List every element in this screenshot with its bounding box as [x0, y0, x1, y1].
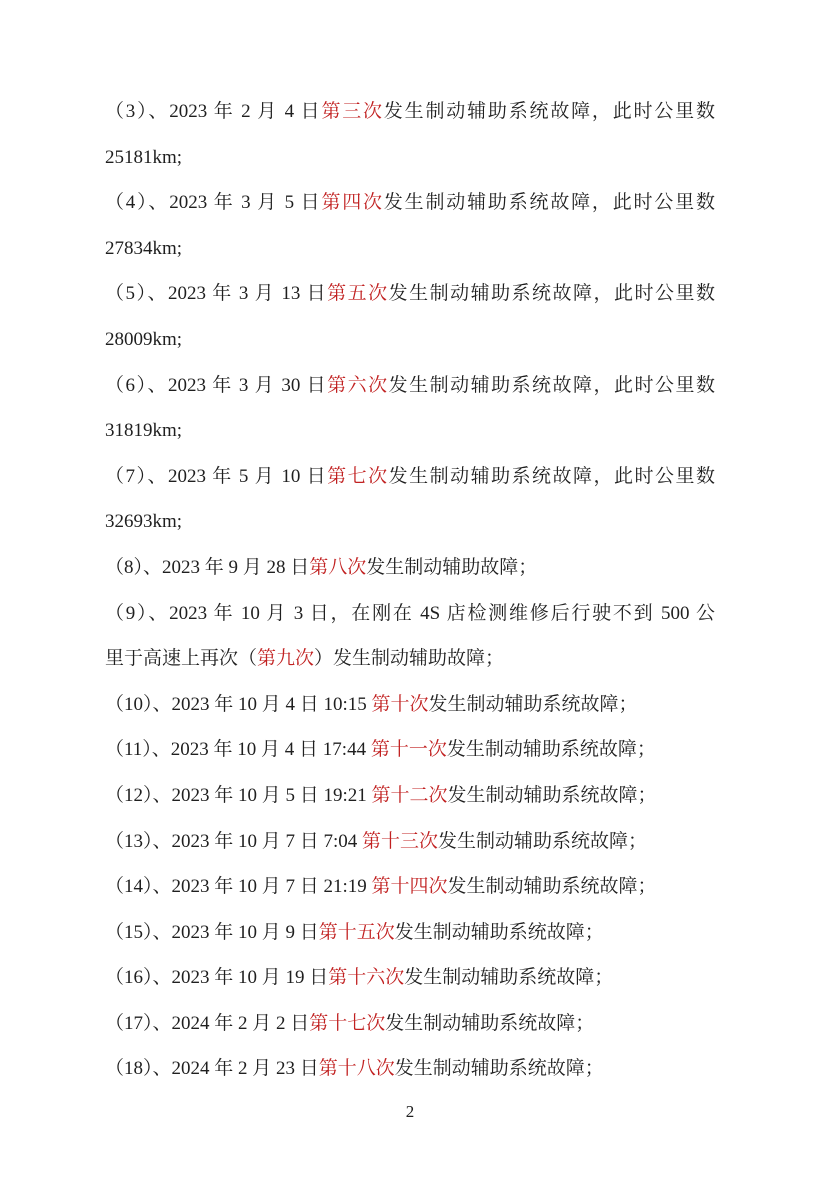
body-text: （7）、2023 年 5 月 10 日: [105, 465, 328, 487]
body-text: 25181km;: [105, 146, 183, 168]
body-text: 32693km;: [105, 511, 183, 533]
body-text: 28009km;: [105, 328, 183, 350]
body-text: 发生制动辅助系统故障；: [385, 1012, 595, 1034]
text-line: [105, 135, 715, 181]
fault-ordinal-highlight: 第九次: [257, 648, 315, 670]
text-line: [105, 226, 715, 272]
text-line: [105, 591, 715, 637]
fault-ordinal-highlight: 第十八次: [318, 1058, 395, 1080]
text-line: [105, 910, 715, 956]
text-line: [105, 363, 715, 409]
body-text: 发生制动辅助系统故障；: [438, 830, 648, 852]
document-body: [105, 89, 715, 1092]
fault-ordinal-highlight: 第十三次: [362, 830, 439, 852]
body-text: （12）、2023 年 10 月 5 日 19:21: [105, 784, 372, 806]
body-text: （13）、2023 年 10 月 7 日 7:04: [105, 830, 363, 852]
body-text: 31819km;: [105, 420, 183, 442]
fault-ordinal-highlight: 第四次: [321, 192, 384, 214]
body-text: 里于高速上再次（: [105, 648, 258, 670]
text-line: [105, 545, 715, 591]
text-line: [105, 89, 715, 135]
text-line: [105, 454, 715, 500]
body-text: （15）、2023 年 10 月 9 日: [105, 921, 319, 943]
body-text: ）发生制动辅助故障；: [314, 648, 505, 670]
text-line: [105, 636, 715, 682]
body-text: （6）、2023 年 3 月 30 日: [105, 374, 328, 396]
fault-ordinal-highlight: 第七次: [327, 465, 389, 487]
body-text: （11）、2023 年 10 月 4 日 17:44: [105, 739, 371, 761]
text-line: [105, 271, 715, 317]
body-text: 发生制动辅助系统故障；: [394, 921, 604, 943]
body-text: 发生制动辅助故障；: [366, 556, 538, 578]
body-text: 发生制动辅助系统故障，此时公里数: [388, 374, 715, 396]
body-text: （3）、2023 年 2 月 4 日: [105, 101, 322, 122]
fault-ordinal-highlight: 第十六次: [328, 967, 405, 989]
text-line: [105, 317, 715, 363]
text-line: [105, 1046, 715, 1092]
fault-ordinal-highlight: 第十五次: [318, 921, 395, 943]
body-text: 发生制动辅助系统故障，此时公里数: [388, 283, 715, 305]
body-text: （4）、2023 年 3 月 5 日: [105, 192, 322, 214]
text-line: [105, 773, 715, 819]
fault-ordinal-highlight: 第六次: [327, 374, 389, 396]
fault-ordinal-highlight: 第十一次: [370, 739, 447, 761]
fault-ordinal-highlight: 第十四次: [371, 876, 448, 898]
text-line: [105, 499, 715, 545]
fault-ordinal-highlight: 第三次: [321, 101, 384, 122]
fault-ordinal-highlight: 第十二次: [371, 784, 448, 806]
text-line: [105, 819, 715, 865]
body-text: 发生制动辅助系统故障，此时公里数: [383, 101, 715, 122]
text-line: [105, 682, 715, 728]
text-line: [105, 180, 715, 226]
body-text: 发生制动辅助系统故障；: [404, 967, 614, 989]
text-line: [105, 955, 715, 1001]
body-text: 发生制动辅助系统故障；: [394, 1058, 604, 1080]
text-line: [105, 727, 715, 773]
body-text: （17）、2024 年 2 月 2 日: [105, 1012, 310, 1034]
body-text: 发生制动辅助系统故障；: [447, 784, 657, 806]
body-text: （18）、2024 年 2 月 23 日: [105, 1058, 319, 1080]
text-line: [105, 408, 715, 454]
fault-ordinal-highlight: 第十七次: [309, 1012, 386, 1034]
body-text: 27834km;: [105, 237, 183, 259]
body-text: 发生制动辅助系统故障，此时公里数: [383, 192, 715, 214]
page-number: 2: [405, 1102, 415, 1121]
fault-ordinal-highlight: 第八次: [309, 556, 367, 578]
body-text: （10）、2023 年 10 月 4 日 10:15: [105, 693, 372, 715]
body-text: （16）、2023 年 10 月 19 日: [105, 967, 329, 989]
text-line: [105, 1001, 715, 1047]
body-text: 发生制动辅助系统故障；: [446, 739, 656, 761]
fault-ordinal-highlight: 第五次: [327, 283, 389, 305]
body-text: （14）、2023 年 10 月 7 日 21:19: [105, 876, 372, 898]
fault-ordinal-highlight: 第十次: [371, 693, 429, 715]
text-line: [105, 864, 715, 910]
body-text: 发生制动辅助系统故障；: [428, 693, 638, 715]
body-text: （8）、2023 年 9 月 28 日: [105, 556, 310, 578]
body-text: 发生制动辅助系统故障；: [447, 876, 657, 898]
body-text: （9）、2023 年 10 月 3 日，在刚在 4S 店检测维修后行驶不到 500 公: [105, 602, 715, 624]
body-text: （5）、2023 年 3 月 13 日: [105, 283, 328, 305]
body-text: 发生制动辅助系统故障，此时公里数: [388, 465, 715, 487]
